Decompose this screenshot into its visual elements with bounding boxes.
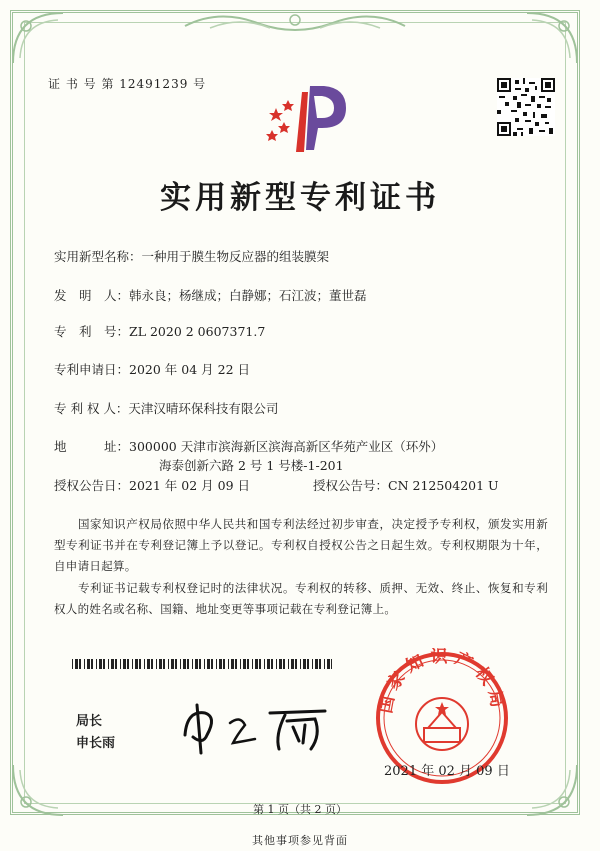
grant-date-value: 2021 年 02 月 09 日 bbox=[129, 478, 251, 493]
inventor-value: 韩永良；杨继成；白静娜；石江波；董世磊 bbox=[129, 288, 367, 303]
utility-model-name-label: 实用新型名称： bbox=[54, 249, 142, 264]
barcode-icon bbox=[72, 659, 332, 669]
corner-ornament-icon bbox=[8, 8, 68, 68]
inventor-row bbox=[54, 286, 367, 304]
handwritten-signature-icon bbox=[175, 695, 335, 755]
utility-model-name-row bbox=[54, 247, 329, 265]
patent-holder-label: 专 利 权 人： bbox=[54, 401, 129, 416]
grant-info-row bbox=[54, 476, 250, 494]
top-ornament-icon bbox=[180, 6, 410, 36]
filing-date-label: 专利申请日： bbox=[54, 362, 130, 377]
grant-number-value: CN 212504201 U bbox=[388, 478, 499, 493]
grant-date-label: 授权公告日： bbox=[54, 478, 130, 493]
grant-number-label: 授权公告号： bbox=[313, 478, 389, 493]
grant-statement-paragraph: 国家知识产权局依照中华人民共和国专利法经过初步审查，决定授予专利权，颁发实用新型专利证书并在专利登记簿上予以登记。专利权自授权公告之日起生效。专利权期限为十年，自申请日起算。 bbox=[54, 517, 548, 573]
patent-holder-row bbox=[54, 399, 278, 417]
certificate-number: 证 书 号 第 12491239 号 bbox=[48, 77, 207, 91]
grant-number-row bbox=[313, 476, 499, 494]
document-title: 实用新型专利证书 bbox=[160, 180, 440, 216]
address-label: 地 址： bbox=[54, 439, 130, 454]
signatory-name: 申长雨 bbox=[76, 736, 116, 751]
page-number: 第 1 页（共 2 页） bbox=[253, 803, 347, 816]
corner-ornament-icon bbox=[522, 8, 582, 68]
inventor-label: 发 明 人： bbox=[54, 288, 130, 303]
address-value-line-1: 300000 天津市滨海新区滨海高新区华苑产业区（环外） bbox=[129, 439, 444, 454]
filing-date-row bbox=[54, 360, 250, 378]
patent-number-label: 专 利 号： bbox=[54, 324, 130, 339]
qr-code-icon bbox=[497, 78, 555, 136]
patent-office-logo-icon bbox=[262, 78, 352, 158]
seal-date: 2021 年 02 月 09 日 bbox=[384, 764, 510, 779]
seal-text: 国家知识产权局 bbox=[375, 648, 509, 715]
signatory-title: 局长 bbox=[76, 714, 103, 729]
legal-status-paragraph: 专利证书记载专利权登记时的法律状况。专利权的转移、质押、无效、终止、恢复和专利权人的姓名或名称、国籍、地址变更等事项记载在专利登记簿上。 bbox=[54, 581, 548, 616]
patent-number-value: ZL 2020 2 0607371.7 bbox=[129, 324, 266, 339]
address-value-line-2: 海泰创新六路 2 号 1 号楼-1-201 bbox=[159, 458, 344, 473]
utility-model-name-value: 一种用于膜生物反应器的组装膜架 bbox=[141, 249, 330, 264]
patent-number-row bbox=[54, 322, 265, 340]
footer-note: 其他事项参见背面 bbox=[252, 834, 348, 847]
patent-holder-value: 天津汉晴环保科技有限公司 bbox=[128, 401, 279, 416]
filing-date-value: 2020 年 04 月 22 日 bbox=[129, 362, 251, 377]
address-row bbox=[54, 437, 443, 455]
